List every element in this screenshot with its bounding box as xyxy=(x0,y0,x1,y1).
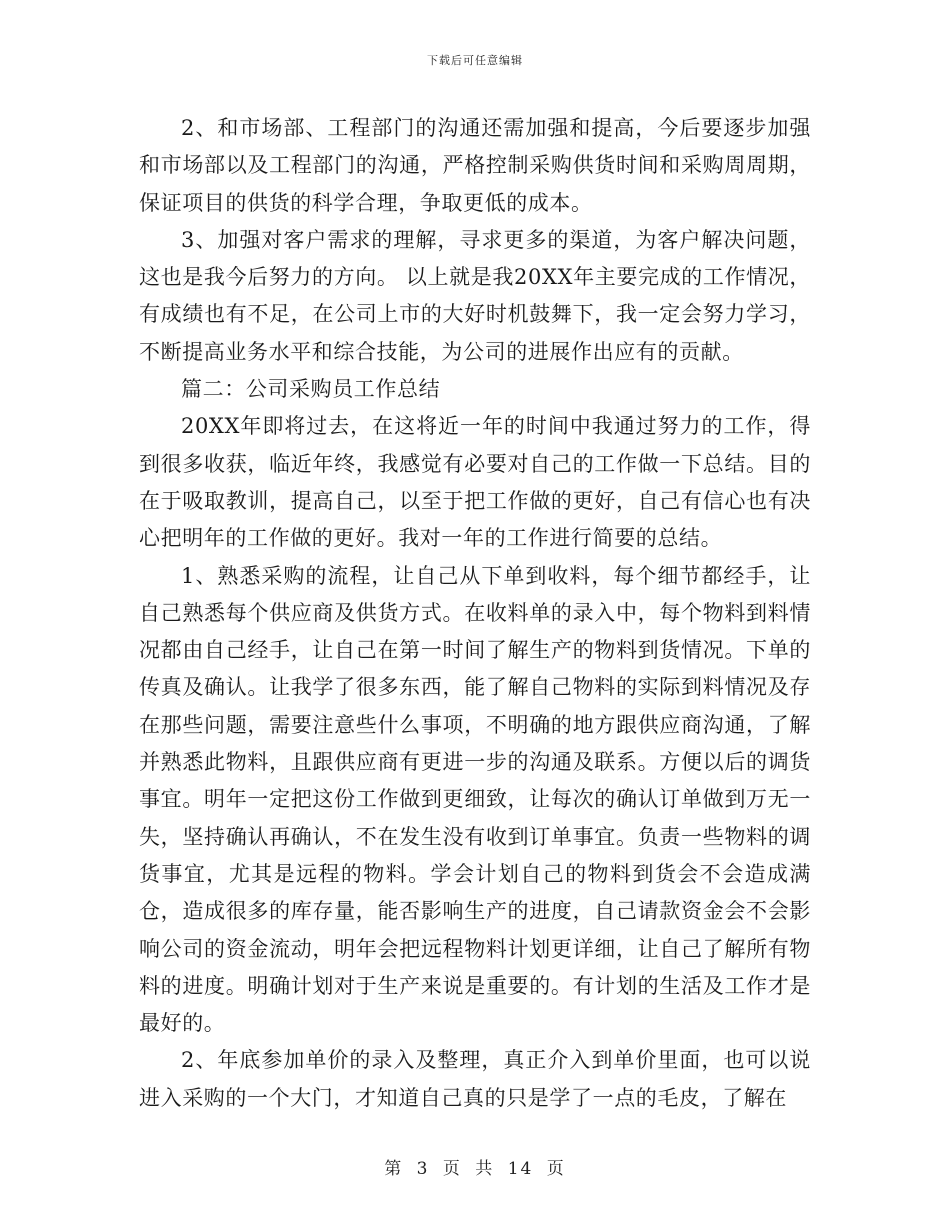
paragraph: 2、和市场部、工程部门的沟通还需加强和提高，今后要逐步加强和市场部以及工程部门的沟通，严格控制采购供货时间和采购周周期，保证项目的供货的科学合理，争取更低的成本。 xyxy=(139,116,811,215)
paragraph: 1、熟悉采购的流程，让自己从下单到收料，每个细节都经手，让自己熟悉每个供应商及供货方式。在收料单的录入中，每个物料到料情况都由自己经手，让自己在第一时间了解生产的物料到货情况。下单的传真及确认。让我学了很多东西，能了解自己物料的实际到料情况及存在那些问题，需要注意些什么事项，不明确的地方跟供应商沟通，了解并熟悉此物料，且跟供应商有更进一步的沟通及联系。方便以后的调货事宜。明年一定把这份工作做到更细致，让每次的确认订单做到万无一失，坚持确认再确认，不在发生没有收到订单事宜。负责一些物料的调货事宜，尤其是远程的物料。学会计划自己的物料到货会不会造成满仓，造成很多的库存量，能否影响生产的进度，自己请款资金会不会影响公司的资金流动，明年会把远程物料计划更详细，让自己了解所有物料的进度。明确计划对于生产来说是重要的。有计划的生活及工作才是最好的。 xyxy=(139,563,811,1036)
page-header: 下载后可任意编辑 xyxy=(427,54,523,67)
paragraph: 2、年底参加单价的录入及整理，真正介入到单价里面，也可以说进入采购的一个大门，才知道自己真的只是学了一点的毛皮，了解在 xyxy=(139,1048,811,1110)
page-footer: 第 3 页 共 14 页 xyxy=(384,1159,566,1179)
section-heading: 篇二：公司采购员工作总结 xyxy=(181,377,441,402)
paragraph: 3、加强对客户需求的理解，寻求更多的渠道，为客户解决问题，这也是我今后努力的方向。 以上就是我20XX年主要完成的工作情况，有成绩也有不足，在公司上市的大好时机鼓舞下，我一定会努力学习，不断提高业务水平和综合技能，为公司的进展作出应有的贡献。 xyxy=(139,227,811,364)
document-body xyxy=(139,110,811,1117)
paragraph: 20XX年即将过去，在这将近一年的时间中我通过努力的工作，得到很多收获，临近年终，我感觉有必要对自己的工作做一下总结。目的在于吸取教训，提高自己，以至于把工作做的更好，自己有信心也有决心把明年的工作做的更好。我对一年的工作进行简要的总结。 xyxy=(139,414,811,551)
